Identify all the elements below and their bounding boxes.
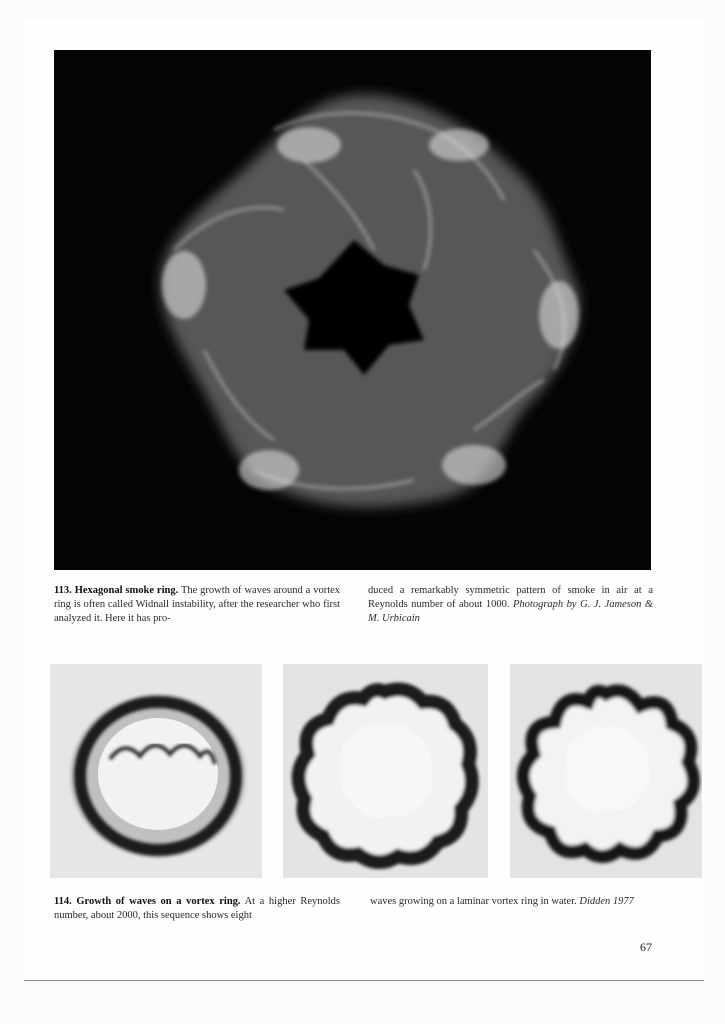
- caption-113-left: [54, 584, 340, 626]
- vortex-ring-photo-3: [510, 664, 702, 878]
- vortex-ring-image: [510, 664, 702, 878]
- vortex-ring-photo-1: [50, 664, 262, 878]
- photo-credit: Photograph by G. J. Jameson & M. Urbicain: [368, 599, 653, 624]
- figure-title: Hexagonal smoke ring.: [74, 585, 179, 596]
- figure-title: Growth of waves on a vortex ring.: [76, 896, 241, 907]
- caption-text: waves growing on a laminar vortex ring in water.: [370, 896, 577, 907]
- caption-113-right: [368, 584, 653, 626]
- caption-114-right: [370, 895, 655, 909]
- figure-number: 113.: [54, 585, 72, 596]
- smoke-ring-image: [54, 50, 651, 570]
- vortex-ring-photo-2: [283, 664, 488, 878]
- hexagonal-smoke-ring-photo: [54, 50, 651, 570]
- vortex-ring-image: [283, 664, 488, 878]
- page-number: 67: [640, 940, 652, 954]
- photo-credit: Didden 1977: [579, 896, 634, 907]
- caption-text: At a higher Reynolds number, about 2000, this sequence shows eight: [54, 896, 340, 921]
- caption-text: duced a remarkably symmetric pattern of smoke in air at a Reynolds number of about 1000.: [368, 585, 653, 610]
- figure-number: 114.: [54, 896, 72, 907]
- vortex-ring-image: [50, 664, 262, 878]
- caption-114-left: [54, 895, 340, 923]
- caption-text: The growth of waves around a vortex ring is often called Widnall instability, after the researcher who first analyzed it. Here it has pro-: [54, 585, 341, 624]
